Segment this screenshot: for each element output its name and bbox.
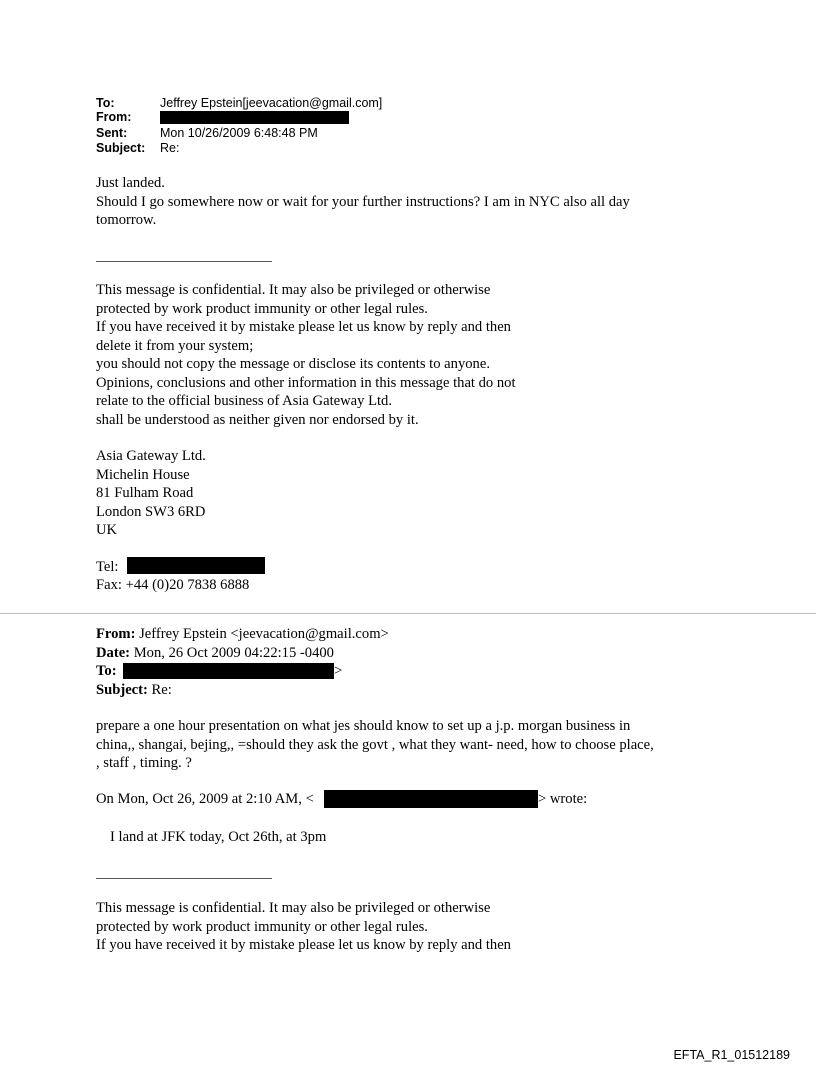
subject-label: Subject: bbox=[96, 141, 146, 155]
quoted-header bbox=[96, 625, 389, 699]
redaction-box bbox=[123, 663, 334, 679]
message-separator bbox=[0, 613, 816, 614]
disclaimer-line: Opinions, conclusions and other information in this message that do not bbox=[96, 374, 516, 391]
on-wrote-suffix: > wrote: bbox=[538, 791, 588, 807]
redaction-box bbox=[324, 790, 538, 808]
address-line: Michelin House bbox=[96, 466, 190, 483]
subject-value: Re: bbox=[160, 141, 180, 155]
disclaimer-line: This message is confidential. It may also be privileged or otherwise bbox=[96, 900, 491, 916]
reply-body bbox=[96, 174, 630, 230]
reply-line: Should I go somewhere now or wait for your further instructions? I am in NYC also all day bbox=[96, 193, 630, 210]
quoted-date-value: Mon, 26 Oct 2009 04:22:15 -0400 bbox=[133, 644, 334, 661]
address-line: UK bbox=[96, 522, 118, 538]
disclaimer-partial bbox=[96, 899, 511, 955]
quoted-date-line bbox=[96, 644, 389, 663]
disclaimer-line: shall be understood as neither given nor endorsed by it. bbox=[96, 411, 419, 428]
disclaimer-line: relate to the official business of Asia Gateway Ltd. bbox=[96, 393, 392, 409]
address-line: London SW3 6RD bbox=[96, 503, 206, 520]
document-id: EFTA_R1_01512189 bbox=[673, 1048, 790, 1062]
address-line: Asia Gateway Ltd. bbox=[96, 448, 206, 464]
reply-line: tomorrow. bbox=[96, 212, 157, 228]
quoted-body bbox=[96, 717, 654, 773]
redaction-box bbox=[160, 111, 349, 124]
quoted-to-suffix: > bbox=[334, 663, 343, 679]
quoted-line: prepare a one hour presentation on what jes should know to set up a j.p. morgan business in bbox=[96, 718, 631, 734]
company-address bbox=[96, 447, 206, 540]
quoted-date-label: Date: bbox=[96, 644, 131, 661]
disclaimer bbox=[96, 281, 516, 429]
disclaimer-line: protected by work product immunity or other legal rules. bbox=[96, 918, 428, 935]
disclaimer-line: you should not copy the message or disclose its contents to anyone. bbox=[96, 356, 490, 372]
sent-value: Mon 10/26/2009 6:48:48 PM bbox=[160, 126, 318, 140]
fax-line: Fax: +44 (0)20 7838 6888 bbox=[96, 577, 250, 593]
quoted-from-line bbox=[96, 625, 389, 644]
quoted-subject-line bbox=[96, 681, 389, 700]
to-value: Jeffrey Epstein[jeevacation@gmail.com] bbox=[160, 96, 383, 110]
tel-label: Tel: bbox=[96, 559, 119, 575]
sent-label: Sent: bbox=[96, 126, 128, 140]
quoted-from-value: Jeffrey Epstein <jeevacation@gmail.com> bbox=[139, 626, 389, 642]
quoted-subject-label: Subject: bbox=[96, 681, 148, 698]
disclaimer-line: If you have received it by mistake please let us know by reply and then bbox=[96, 937, 511, 953]
quoted-from-label: From: bbox=[96, 626, 136, 642]
signature-divider bbox=[96, 261, 272, 262]
disclaimer-line: delete it from your system; bbox=[96, 337, 254, 354]
address-line: 81 Fulham Road bbox=[96, 485, 194, 501]
disclaimer-line: If you have received it by mistake please let us know by reply and then bbox=[96, 319, 511, 335]
disclaimer-line: This message is confidential. It may also be privileged or otherwise bbox=[96, 282, 491, 298]
quoted-to-label: To: bbox=[96, 663, 117, 679]
nested-quote: I land at JFK today, Oct 26th, at 3pm bbox=[110, 829, 327, 845]
disclaimer-line: protected by work product immunity or other legal rules. bbox=[96, 300, 428, 317]
quoted-line: china,, shangai, bejing,, =should they ask the govt , what they want- need, how to choose place, bbox=[96, 736, 654, 753]
to-label: To: bbox=[96, 96, 115, 110]
reply-line: Just landed. bbox=[96, 175, 165, 191]
from-label: From: bbox=[96, 110, 132, 124]
on-wrote-prefix: On Mon, Oct 26, 2009 at 2:10 AM, < bbox=[96, 791, 314, 807]
signature-divider bbox=[96, 878, 272, 879]
quoted-subject-value: Re: bbox=[151, 681, 172, 698]
redaction-box bbox=[127, 557, 265, 574]
tel-line bbox=[96, 558, 118, 577]
quoted-line: , staff , timing. ? bbox=[96, 755, 192, 771]
